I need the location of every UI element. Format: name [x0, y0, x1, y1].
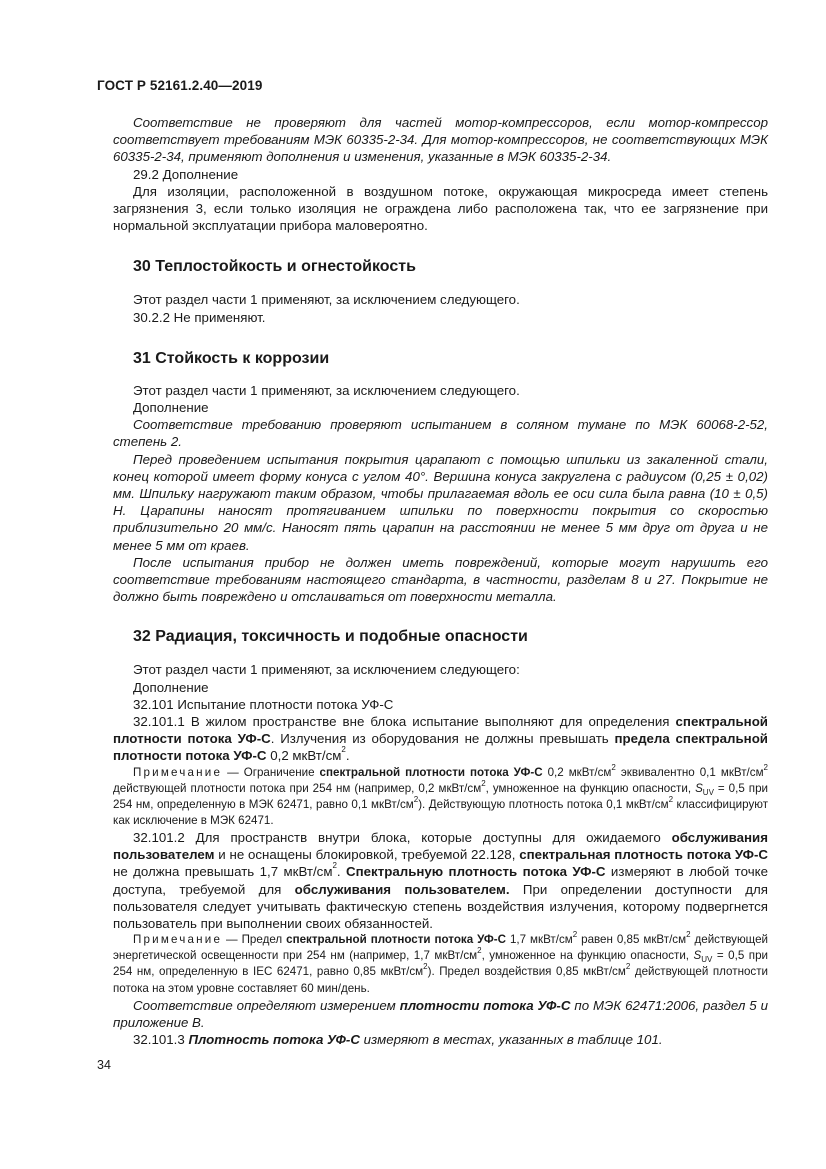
- text: = 0,5 при 254 нм, определенную в МЭК 62471, равно 0,1 мкВт/см: [113, 781, 768, 811]
- superscript: 2: [668, 794, 674, 804]
- text: , умноженное на функцию опасности,: [481, 949, 694, 963]
- text: действующей энергетической освещенности при 254 нм (например, 1,7 мкВт/см: [113, 933, 769, 963]
- s32-paragraph-32-101-2: [113, 829, 768, 932]
- note-label: Примечание: [133, 765, 223, 779]
- term: спектральной плотности потока УФ-С: [113, 714, 768, 747]
- s32-paragraph-3: 32.101 Испытание плотности потока УФ-С: [133, 696, 394, 712]
- text: Соответствие определяют измерением: [133, 997, 400, 1013]
- superscript: 2: [341, 745, 346, 755]
- s31-paragraph-5: После испытания прибор не должен иметь повреждений, которые могут нарушить его соответствие требованиям настоящего стандарта, в частности, разделам 8 и 27. Покрытие не должно быть повреждено и отслаиваться от поверхности металла.: [113, 554, 768, 605]
- s31-paragraph-3: Соответствие требованию проверяют испытанием в соляном тумане по МЭК 60068-2-52, степень 2.: [113, 417, 768, 450]
- text: 32.101.1 В жилом пространстве вне блока испытание выполняют для определения: [133, 714, 676, 730]
- superscript: 2: [332, 861, 337, 871]
- text: действующей плотности потока при 254 нм (например, 0,2 мкВт/см: [113, 781, 482, 795]
- text: 0,2 мкВт/см: [266, 748, 342, 764]
- superscript: 2: [686, 930, 691, 940]
- text: 1,7 мкВт/см: [506, 933, 573, 947]
- text: действующей плотности потока на этом уровне составляет 60 мин/день.: [113, 965, 768, 995]
- superscript: 2: [763, 762, 768, 772]
- text: не должна превышать 1,7 мкВт/см: [113, 864, 333, 880]
- term: плотности потока УФ-С: [399, 997, 571, 1013]
- s32-paragraph-32-101-3: [113, 1031, 768, 1048]
- text: измеряют в местах, указанных в таблице 101.: [359, 1032, 663, 1048]
- term: спектральной плотности потока УФ-С: [319, 765, 543, 779]
- text: измеряют в любой точке доступа, требуемой для: [113, 864, 768, 897]
- paragraph-compliance-compressors: Соответствие не проверяют для частей мотор-компрессоров, если мотор-компрессор соответствует требованиям МЭК 60335-2-34. Для мотор-компрессоров, не соответствующих МЭК 60335-2-34, применяют дополнения и изменения, указанные в МЭК 60335-2-34.: [113, 115, 768, 165]
- s31-paragraph-2: Дополнение: [133, 400, 209, 416]
- symbol: S: [695, 781, 703, 795]
- section-30-title: 30 Теплостойкость и огнестойкость: [133, 258, 416, 276]
- text: .: [336, 864, 347, 880]
- term: обслуживания пользователем: [113, 830, 768, 863]
- superscript: 2: [413, 794, 419, 804]
- superscript: 2: [611, 762, 616, 772]
- text: по МЭК 62471:2006, раздел 5 и приложение В.: [113, 997, 769, 1030]
- text: При определении доступности для пользователя следует учитывать фактическую степень воздействия излучения, которому подвергнется пользователь при выполнении своих обязанностей.: [113, 881, 768, 932]
- s32-paragraph-2: Дополнение: [133, 679, 209, 695]
- text: эквивалентно 0,1 мкВт/см: [615, 765, 764, 779]
- term: обслуживания пользователем.: [294, 881, 510, 897]
- text: = 0,5 при 254 нм, определенную в IEC 62471, равно 0,85 мкВт/см: [113, 949, 768, 979]
- superscript: 2: [477, 946, 482, 956]
- note-label: Примечание: [133, 933, 223, 947]
- text: 32.101.3: [133, 1032, 189, 1048]
- text: классифицируют как исключение в МЭК 62471.: [113, 797, 769, 827]
- s31-paragraph-4: Перед проведением испытания покрытия царапают с помощью шпильки из закаленной стали, конец которой имеет форму конуса с углом 40°. Вершина конуса закруглена с радиусом (0,25 ± 0,02) мм. Шпильку нагружают таким образом, чтобы прилагаемая вдоль ее оси сила была равна (10 ± 0,5) Н. Царапины наносят протягиванием шпильки по поверхности покрытия со скоростью приблизительно 20 мм/с. Наносят пять царапин на расстоянии не менее 5 мм друг от друга и не менее 5 мм от краев.: [113, 451, 768, 553]
- text: 32.101.2 Для пространств внутри блока, которые доступны для ожидаемого: [133, 830, 672, 846]
- superscript: 2: [625, 962, 631, 972]
- text: — Ограничение: [222, 765, 320, 779]
- text: .: [345, 748, 350, 764]
- s32-paragraph-32-101-1: [113, 713, 768, 765]
- superscript: 2: [423, 962, 428, 972]
- term: спектральная плотность потока УФ-С: [519, 847, 768, 863]
- standard-header: ГОСТ Р 52161.2.40—2019: [97, 78, 263, 93]
- note-1: [113, 762, 769, 829]
- subscript: UV: [701, 955, 713, 965]
- text: и не оснащены блокировкой, требуемой 22.128,: [214, 847, 520, 863]
- symbol: S: [693, 949, 702, 963]
- superscript: 2: [572, 930, 578, 940]
- term: Плотность потока УФ-С: [188, 1032, 360, 1048]
- text: 0,2 мкВт/см: [542, 765, 612, 779]
- page-number: 34: [97, 1058, 111, 1072]
- section-31-title: 31 Стойкость к коррозии: [133, 349, 330, 367]
- superscript: 2: [481, 778, 486, 788]
- page-body: [113, 114, 768, 1048]
- section-32-title: 32 Радиация, токсичность и подобные опасности: [133, 628, 528, 646]
- s30-paragraph-1: Этот раздел части 1 применяют, за исключением следующего.: [133, 292, 520, 308]
- text: ). Действующую плотность потока 0,1 мкВт/см: [418, 797, 669, 811]
- term: спектральной плотности потока УФ-С: [286, 933, 507, 947]
- s30-paragraph-2: 30.2.2 Не применяют.: [133, 309, 266, 325]
- s31-paragraph-1: Этот раздел части 1 применяют, за исключением следующего.: [133, 382, 520, 398]
- term: предела спектральной плотности потока УФ-С: [113, 731, 768, 764]
- note-2: [113, 932, 768, 996]
- text: равен 0,85 мкВт/см: [577, 933, 687, 947]
- s32-paragraph-1: Этот раздел части 1 применяют, за исключением следующего:: [133, 662, 520, 678]
- text: — Предел: [222, 933, 287, 947]
- paragraph-pollution-degree: Для изоляции, расположенной в воздушном потоке, окружающая микросреда имеет степень загрязнения 3, если только изоляция не ограждена либо расположена так, что ее загрязнение при нормальной эксплуатации прибора маловероятно.: [113, 183, 768, 234]
- paragraph-29-2: 29.2 Дополнение: [133, 166, 239, 182]
- s32-compliance-paragraph: [113, 997, 768, 1031]
- subscript: UV: [702, 787, 714, 797]
- text: . Излучения из оборудования не должны превышать: [270, 731, 615, 747]
- term: Спектральную плотность потока УФ-С: [346, 864, 606, 880]
- text: ). Предел воздействия 0,85 мкВт/см: [427, 965, 626, 979]
- text: , умноженное на функцию опасности,: [485, 781, 696, 795]
